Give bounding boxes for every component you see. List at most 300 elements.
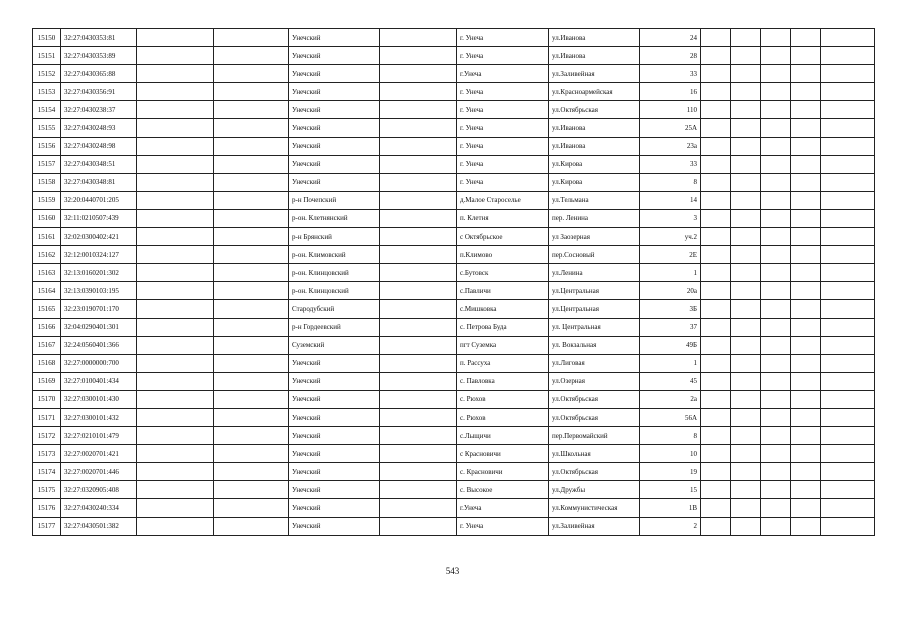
empty-cell (821, 47, 875, 65)
district-cell: Унечский (289, 354, 380, 372)
empty-cell (761, 499, 791, 517)
empty-cell (380, 155, 457, 173)
empty-cell (380, 517, 457, 535)
district-cell: Унечский (289, 499, 380, 517)
table-row (33, 427, 875, 445)
row-number-cell: 15175 (33, 481, 61, 499)
empty-cell (214, 354, 289, 372)
empty-cell (731, 173, 761, 191)
empty-cell (701, 517, 731, 535)
page-number: 543 (445, 566, 460, 576)
empty-cell (791, 246, 821, 264)
cadastral-number-cell: 32:13:0160201:302 (61, 264, 137, 282)
street-cell: ул.Дружбы (549, 481, 640, 499)
empty-cell (821, 264, 875, 282)
empty-cell (214, 119, 289, 137)
empty-cell (380, 445, 457, 463)
empty-cell (791, 228, 821, 246)
table-row (33, 390, 875, 408)
table-row (33, 282, 875, 300)
row-number-cell: 15158 (33, 173, 61, 191)
house-number-cell: 1 (640, 264, 701, 282)
empty-cell (137, 300, 214, 318)
house-number-cell: 16 (640, 83, 701, 101)
row-number-cell: 15154 (33, 101, 61, 119)
district-cell: Унечский (289, 463, 380, 481)
row-number-cell: 15152 (33, 65, 61, 83)
empty-cell (214, 101, 289, 119)
district-cell: Унечский (289, 83, 380, 101)
row-number-cell: 15160 (33, 209, 61, 227)
empty-cell (380, 390, 457, 408)
empty-cell (761, 427, 791, 445)
street-cell: ул.Кирова (549, 155, 640, 173)
table-row (33, 336, 875, 354)
empty-cell (761, 228, 791, 246)
empty-cell (731, 445, 761, 463)
street-cell: ул Заозерная (549, 228, 640, 246)
empty-cell (137, 499, 214, 517)
row-number-cell: 15177 (33, 517, 61, 535)
row-number-cell: 15173 (33, 445, 61, 463)
row-number-cell: 15161 (33, 228, 61, 246)
house-number-cell: 28 (640, 47, 701, 65)
street-cell: ул.Коммунистическая (549, 499, 640, 517)
house-number-cell: 25А (640, 119, 701, 137)
empty-cell (214, 228, 289, 246)
empty-cell (380, 318, 457, 336)
empty-cell (137, 318, 214, 336)
empty-cell (380, 354, 457, 372)
table-row (33, 246, 875, 264)
empty-cell (137, 354, 214, 372)
cadastral-number-cell: 32:02:0300402:421 (61, 228, 137, 246)
house-number-cell: 24 (640, 29, 701, 47)
district-cell: Унечский (289, 47, 380, 65)
empty-cell (791, 119, 821, 137)
house-number-cell: 3 (640, 209, 701, 227)
locality-cell: пгт Суземка (457, 336, 549, 354)
empty-cell (701, 191, 731, 209)
district-cell: Унечский (289, 137, 380, 155)
empty-cell (821, 246, 875, 264)
empty-cell (761, 354, 791, 372)
empty-cell (791, 47, 821, 65)
empty-cell (761, 517, 791, 535)
table-row (33, 47, 875, 65)
district-cell: р-н Почепский (289, 191, 380, 209)
cadastral-number-cell: 32:27:0000000:700 (61, 354, 137, 372)
house-number-cell: 10 (640, 445, 701, 463)
empty-cell (137, 481, 214, 499)
house-number-cell: 49Б (640, 336, 701, 354)
empty-cell (821, 300, 875, 318)
district-cell: Унечский (289, 427, 380, 445)
district-cell: Унечский (289, 65, 380, 83)
locality-cell: с Красновичи (457, 445, 549, 463)
empty-cell (214, 65, 289, 83)
table-row (33, 354, 875, 372)
empty-cell (731, 354, 761, 372)
locality-cell: г. Унеча (457, 119, 549, 137)
district-cell: Унечский (289, 119, 380, 137)
empty-cell (380, 427, 457, 445)
cadastral-number-cell: 32:27:0430353:81 (61, 29, 137, 47)
row-number-cell: 15174 (33, 463, 61, 481)
street-cell: ул.Ленина (549, 264, 640, 282)
cadastral-number-cell: 32:27:0300101:432 (61, 408, 137, 426)
district-cell: Унечский (289, 155, 380, 173)
empty-cell (701, 246, 731, 264)
empty-cell (380, 282, 457, 300)
empty-cell (821, 481, 875, 499)
empty-cell (380, 499, 457, 517)
empty-cell (731, 517, 761, 535)
empty-cell (137, 463, 214, 481)
empty-cell (821, 173, 875, 191)
empty-cell (791, 29, 821, 47)
empty-cell (214, 517, 289, 535)
locality-cell: с. Петрова Буда (457, 318, 549, 336)
locality-cell: г. Унеча (457, 47, 549, 65)
street-cell: пер.Первомайский (549, 427, 640, 445)
empty-cell (214, 137, 289, 155)
empty-cell (761, 65, 791, 83)
house-number-cell: 33 (640, 155, 701, 173)
empty-cell (214, 83, 289, 101)
empty-cell (791, 481, 821, 499)
empty-cell (214, 390, 289, 408)
empty-cell (380, 463, 457, 481)
row-number-cell: 15165 (33, 300, 61, 318)
empty-cell (701, 83, 731, 101)
empty-cell (137, 209, 214, 227)
empty-cell (214, 408, 289, 426)
empty-cell (380, 65, 457, 83)
empty-cell (137, 119, 214, 137)
street-cell: ул.Октябрьская (549, 390, 640, 408)
empty-cell (380, 372, 457, 390)
empty-cell (791, 137, 821, 155)
empty-cell (821, 499, 875, 517)
empty-cell (731, 300, 761, 318)
empty-cell (761, 300, 791, 318)
locality-cell: г.Унеча (457, 65, 549, 83)
cadastral-number-cell: 32:27:0430240:334 (61, 499, 137, 517)
empty-cell (214, 191, 289, 209)
empty-cell (731, 463, 761, 481)
empty-cell (731, 83, 761, 101)
table-row (33, 499, 875, 517)
empty-cell (701, 336, 731, 354)
street-cell: ул.Октябрьская (549, 463, 640, 481)
cadastral-number-cell: 32:23:0190701:170 (61, 300, 137, 318)
empty-cell (791, 209, 821, 227)
empty-cell (701, 499, 731, 517)
locality-cell: г. Унеча (457, 155, 549, 173)
district-cell: Унечский (289, 372, 380, 390)
empty-cell (791, 83, 821, 101)
cadastral-number-cell: 32:27:0020701:446 (61, 463, 137, 481)
empty-cell (791, 173, 821, 191)
empty-cell (821, 29, 875, 47)
empty-cell (731, 427, 761, 445)
table-row (33, 517, 875, 535)
empty-cell (761, 47, 791, 65)
empty-cell (731, 228, 761, 246)
cadastral-number-cell: 32:27:0430348:81 (61, 173, 137, 191)
locality-cell: с. Павловка (457, 372, 549, 390)
empty-cell (791, 300, 821, 318)
locality-cell: с.Павличи (457, 282, 549, 300)
empty-cell (761, 83, 791, 101)
empty-cell (731, 191, 761, 209)
cadastral-number-cell: 32:27:0430501:382 (61, 517, 137, 535)
empty-cell (380, 83, 457, 101)
row-number-cell: 15153 (33, 83, 61, 101)
empty-cell (701, 173, 731, 191)
empty-cell (791, 318, 821, 336)
empty-cell (731, 336, 761, 354)
row-number-cell: 15155 (33, 119, 61, 137)
table-row (33, 264, 875, 282)
empty-cell (761, 336, 791, 354)
house-number-cell: 2а (640, 390, 701, 408)
empty-cell (821, 372, 875, 390)
house-number-cell: 14 (640, 191, 701, 209)
empty-cell (701, 119, 731, 137)
locality-cell: п.Климово (457, 246, 549, 264)
empty-cell (137, 282, 214, 300)
empty-cell (380, 300, 457, 318)
empty-cell (821, 318, 875, 336)
empty-cell (380, 119, 457, 137)
cadastral-number-cell: 32:27:0430348:51 (61, 155, 137, 173)
empty-cell (821, 119, 875, 137)
empty-cell (380, 336, 457, 354)
empty-cell (791, 282, 821, 300)
empty-cell (137, 246, 214, 264)
locality-cell: г. Унеча (457, 173, 549, 191)
row-number-cell: 15176 (33, 499, 61, 517)
district-cell: Унечский (289, 29, 380, 47)
street-cell: ул.Заливейная (549, 517, 640, 535)
empty-cell (791, 336, 821, 354)
district-cell: Унечский (289, 390, 380, 408)
district-cell: Унечский (289, 408, 380, 426)
empty-cell (761, 29, 791, 47)
register-table (32, 28, 875, 536)
empty-cell (761, 101, 791, 119)
empty-cell (731, 481, 761, 499)
district-cell: Унечский (289, 173, 380, 191)
empty-cell (821, 209, 875, 227)
empty-cell (791, 499, 821, 517)
cadastral-number-cell: 32:27:0210101:479 (61, 427, 137, 445)
empty-cell (761, 119, 791, 137)
cadastral-number-cell: 32:13:0390103:195 (61, 282, 137, 300)
locality-cell: с.Лыщичи (457, 427, 549, 445)
district-cell: Стародубский (289, 300, 380, 318)
empty-cell (380, 264, 457, 282)
empty-cell (137, 83, 214, 101)
empty-cell (701, 29, 731, 47)
district-cell: Унечский (289, 101, 380, 119)
empty-cell (214, 155, 289, 173)
empty-cell (701, 372, 731, 390)
empty-cell (791, 463, 821, 481)
cadastral-number-cell: 32:11:0210507:439 (61, 209, 137, 227)
empty-cell (791, 445, 821, 463)
table-row (33, 318, 875, 336)
empty-cell (761, 463, 791, 481)
empty-cell (761, 191, 791, 209)
table-row (33, 65, 875, 83)
district-cell: р-он. Клинцовский (289, 282, 380, 300)
house-number-cell: 110 (640, 101, 701, 119)
cadastral-number-cell: 32:04:0290401:301 (61, 318, 137, 336)
empty-cell (701, 481, 731, 499)
cadastral-number-cell: 32:27:0430353:89 (61, 47, 137, 65)
house-number-cell: 45 (640, 372, 701, 390)
locality-cell: г. Унеча (457, 137, 549, 155)
empty-cell (731, 101, 761, 119)
empty-cell (731, 119, 761, 137)
empty-cell (380, 228, 457, 246)
empty-cell (731, 282, 761, 300)
street-cell: ул.Октябрьская (549, 408, 640, 426)
empty-cell (761, 155, 791, 173)
empty-cell (761, 137, 791, 155)
locality-cell: д.Малое Староселье (457, 191, 549, 209)
row-number-cell: 15170 (33, 390, 61, 408)
empty-cell (137, 427, 214, 445)
street-cell: ул.Центральная (549, 282, 640, 300)
empty-cell (137, 47, 214, 65)
empty-cell (137, 336, 214, 354)
locality-cell: с.Бутовск (457, 264, 549, 282)
house-number-cell: 2Е (640, 246, 701, 264)
empty-cell (137, 101, 214, 119)
empty-cell (791, 155, 821, 173)
row-number-cell: 15168 (33, 354, 61, 372)
empty-cell (731, 499, 761, 517)
row-number-cell: 15156 (33, 137, 61, 155)
empty-cell (821, 155, 875, 173)
empty-cell (380, 408, 457, 426)
empty-cell (791, 517, 821, 535)
empty-cell (701, 445, 731, 463)
district-cell: р-он. Клетнянский (289, 209, 380, 227)
district-cell: Унечский (289, 481, 380, 499)
empty-cell (761, 173, 791, 191)
house-number-cell: 20а (640, 282, 701, 300)
empty-cell (380, 173, 457, 191)
empty-cell (821, 83, 875, 101)
locality-cell: г. Унеча (457, 83, 549, 101)
empty-cell (821, 427, 875, 445)
empty-cell (137, 65, 214, 83)
empty-cell (821, 408, 875, 426)
empty-cell (821, 390, 875, 408)
house-number-cell: 23а (640, 137, 701, 155)
empty-cell (137, 372, 214, 390)
empty-cell (791, 101, 821, 119)
street-cell: ул.Лиговая (549, 354, 640, 372)
table-row (33, 29, 875, 47)
district-cell: р-н Брянский (289, 228, 380, 246)
table-row (33, 155, 875, 173)
locality-cell: с Октябрьское (457, 228, 549, 246)
locality-cell: п. Клетня (457, 209, 549, 227)
row-number-cell: 15171 (33, 408, 61, 426)
empty-cell (701, 408, 731, 426)
street-cell: ул.Иванова (549, 137, 640, 155)
empty-cell (137, 29, 214, 47)
empty-cell (214, 481, 289, 499)
empty-cell (821, 282, 875, 300)
house-number-cell: 33 (640, 65, 701, 83)
empty-cell (761, 246, 791, 264)
street-cell: ул.Заливейная (549, 65, 640, 83)
empty-cell (731, 137, 761, 155)
empty-cell (701, 318, 731, 336)
cadastral-number-cell: 32:27:0430248:93 (61, 119, 137, 137)
cadastral-number-cell: 32:27:0020701:421 (61, 445, 137, 463)
empty-cell (701, 427, 731, 445)
house-number-cell: 19 (640, 463, 701, 481)
empty-cell (701, 463, 731, 481)
empty-cell (137, 445, 214, 463)
empty-cell (731, 408, 761, 426)
empty-cell (761, 318, 791, 336)
empty-cell (214, 29, 289, 47)
row-number-cell: 15157 (33, 155, 61, 173)
empty-cell (761, 408, 791, 426)
table-row (33, 408, 875, 426)
locality-cell: г. Унеча (457, 29, 549, 47)
house-number-cell: уч.2 (640, 228, 701, 246)
empty-cell (380, 246, 457, 264)
locality-cell: с.Мишковка (457, 300, 549, 318)
empty-cell (821, 101, 875, 119)
empty-cell (214, 427, 289, 445)
locality-cell: п. Рассуха (457, 354, 549, 372)
house-number-cell: 8 (640, 427, 701, 445)
house-number-cell: 15 (640, 481, 701, 499)
empty-cell (214, 173, 289, 191)
district-cell: Унечский (289, 517, 380, 535)
empty-cell (731, 209, 761, 227)
cadastral-number-cell: 32:12:0010324:127 (61, 246, 137, 264)
empty-cell (380, 209, 457, 227)
street-cell: ул.Иванова (549, 29, 640, 47)
empty-cell (380, 137, 457, 155)
street-cell: ул.Иванова (549, 119, 640, 137)
empty-cell (137, 517, 214, 535)
empty-cell (761, 481, 791, 499)
table-row (33, 372, 875, 390)
street-cell: пер.Сосновый (549, 246, 640, 264)
empty-cell (821, 191, 875, 209)
empty-cell (731, 246, 761, 264)
table-row (33, 101, 875, 119)
cadastral-number-cell: 32:27:0300101:430 (61, 390, 137, 408)
street-cell: ул. Вокзальная (549, 336, 640, 354)
empty-cell (214, 372, 289, 390)
row-number-cell: 15151 (33, 47, 61, 65)
empty-cell (214, 499, 289, 517)
